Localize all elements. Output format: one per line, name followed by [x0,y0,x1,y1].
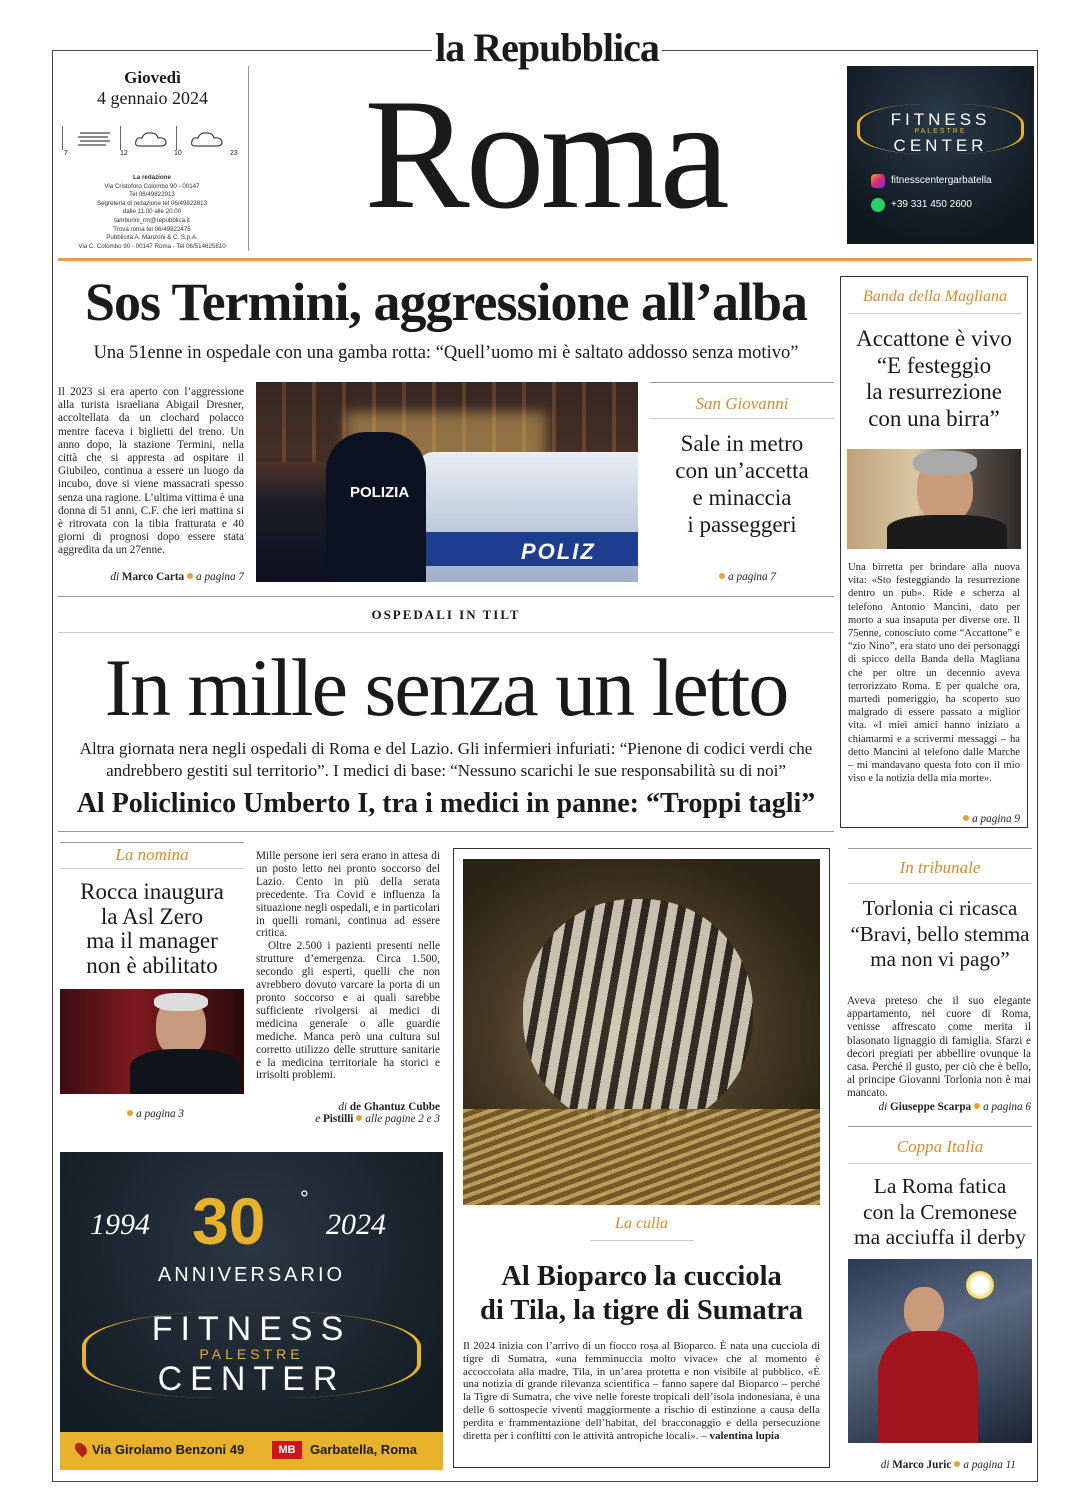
lead-subhead: Una 51enne in ospedale con una gamba rotta: “Quell’uomo mi è saltato addosso senza motivo” [93,343,799,363]
ospedali-page-ref: alle pagine 2 e 3 [365,1113,440,1125]
nomina-photo [60,989,244,1094]
ospedali-kicker: OSPEDALI IN TILT [371,607,521,622]
ospedali-subhead: Altra giornata nera negli ospedali di Roma e del Lazio. Gli infermieri infuriati: “Pienone di codici verdi che andrebbero gestiti sul territorio”. I medici di base: “Nessuno scarichi le sue responsabilità su di noi” [79,739,813,780]
photo-vest-text: POLIZIA [350,484,410,501]
bullet-icon [127,1110,133,1116]
coppa-byline: di Marco Juric a pagina 11 [880,1459,1016,1471]
redazione-line: Segreteria di redazione tel 06/49822813 [96,199,208,207]
culla-author: valentina lupia [709,1429,780,1442]
magliana-kicker: Banda della Magliana [863,288,1007,305]
weather-temp: 23 [230,150,238,157]
sangiovanni-kicker-rule [650,418,834,419]
masthead-rule-left [52,50,432,51]
coppa-author: Marco Juric [892,1459,952,1471]
headline-line: Rocca inaugura [80,879,224,904]
headline-line: di Tila, la tigre di Sumatra [479,1295,804,1326]
masthead-rule-right [662,50,1038,51]
tribunale-body: Aveva preteso che il suo elegante appartamento, nel cuore di Roma, venisse affrescato come merita il blasonato lignaggio di famiglia. Sfarzi e decori pregiati per abbellire ovunque la casa. Perché il gusto, per ciò che è bello, al principe Giovanni Torlonia non è mai mancato. [847,995,1031,1100]
headline-line: non è abilitato [86,952,218,978]
tribunale-rule [848,848,1032,849]
magliana-byline [848,813,1020,825]
ad-anniversary-row [60,1184,443,1260]
coppa-photo [848,1259,1032,1443]
photo-car-text: POLIZ [521,539,596,564]
byline-prefix: di [110,571,120,583]
ad-phone: +39 331 450 2600 [891,199,972,210]
coppa-page-ref: a pagina 11 [963,1459,1016,1471]
ad-brand-center: CENTER [893,136,988,155]
top-advertisement[interactable] [847,66,1034,244]
headline-line: Sale in metro [680,431,804,456]
photo-face [904,1287,944,1335]
headline-line: la resurrezione [865,379,1002,404]
ad-anniversary-number: 30 [192,1184,266,1258]
coppa-rule [848,1126,1032,1127]
ad-degree: ° [300,1186,309,1211]
ospedali-secondary: Al Policlinico Umberto I, tra i medici in panne: “Troppi tagli” [76,788,816,819]
lead-headline: Sos Termini, aggressione all’alba [84,272,808,332]
redazione-line: dalle 11.00 alle 20.00 [122,208,182,216]
ospedali-author: Pistilli [322,1113,354,1125]
bottom-advertisement[interactable] [60,1152,443,1470]
redazione-line: Tel 06/49822913 [129,191,175,199]
nomina-kicker: La nomina [115,845,189,864]
magliana-body: Una birretta per brindare alla nuova vita: «Sto festeggiando la resurrezione dentro un pub». Ride e scherza al telefono Antonio Mancini, dato per morto a sua insaputa per diverse ore. Il 75enne, conosciuto come “Accattone” e “zio Nino”, era stato uno dei personaggi di spicco della Banda della Magliana che per oltre un decennio aveva terrorizzato Roma. E per qualche ora, martedì pomeriggio, ha scoperto suo malgrado di essere passato a miglior vita. «I miei amici hanno iniziato a chiamarmi e a scrivermi messaggi – ha detto Mancini al telefono dalle Marche – mi mandavano questa foto con il mio viso e la notizia della mia morte». [848,562,1020,785]
ospedali-body [256,850,440,1082]
nomina-page-ref: a pagina 3 [136,1108,184,1120]
ad-instagram: fitnesscentergarbatella [891,175,992,186]
ad-brand-fitness: FITNESS [151,1310,352,1348]
ad-area: Garbatella, Roma [310,1442,417,1457]
photo-jacket [887,515,1007,549]
ad-address: Via Girolamo Benzoni 49 [92,1442,245,1457]
redazione-info [62,174,242,251]
culla-body-text: Il 2024 inizia con l’arrivo di un fiocco rosa al Bioparco. È nata una cucciola di tigre di Sumatra, «una femminuccia molto vivace» che al momento è accoccolata alla madre, Tila, in un’area protetta e non visibile al pubblico. «È una notizia di grande rilevanza scientifica – fanno sapere dal Bioparco – perché la Tigre di Sumatra, che vive nelle foreste tropicali dell’isola indonesiana, è una delle 6 sottospecie viventi maggiormente a rischio di estinzione a causa della perdita e frammentazione dell’habitat, del bracconaggio e della persecuzione diretta per i conflitti con le attività antropiche locali». [463,1340,820,1442]
date-day: Giovedì [124,68,181,87]
fog-icon [78,130,112,150]
headline-line: Torlonia ci ricasca [862,896,1018,920]
lead-photo [256,382,638,582]
redazione-line: tamburini_rm@repubblica.it [114,216,190,224]
lead-byline [58,571,244,583]
nomina-headline [56,880,248,978]
masthead-accent-rule [58,258,1032,261]
photo-hair [154,993,208,1011]
weather-divider [120,126,121,150]
ospedali-bottom-rule [58,831,834,832]
bullet-icon [974,1103,980,1109]
ad-year-start: 1994 [90,1208,150,1241]
edition-title: Roma [364,67,726,242]
redazione-line: Pubblicità A. Manzoni & C. S.p.A. [106,234,198,242]
headline-line: “Bravi, bello stemma [850,921,1030,946]
photo-straw [463,1109,820,1205]
weather-temp: 12 [120,150,128,157]
weather-divider [176,126,177,150]
tribunale-headline [843,896,1037,973]
ad-brand-center: CENTER [157,1360,346,1398]
page-border-left [52,50,53,1482]
nomina-kicker-rule [60,868,244,869]
ad-year-end: 2024 [326,1208,386,1241]
headline-line: Accattone è vivo [856,326,1012,351]
tribunale-byline: di Giuseppe Scarpa a pagina 6 [878,1101,1031,1113]
date-full: 4 gennaio 2024 [97,88,208,108]
date-box-divider [248,66,249,251]
headline-line: la Asl Zero [100,903,204,929]
coppa-kicker-rule [848,1163,1032,1164]
bullet-icon [954,1461,960,1467]
weather-temp: 7 [64,150,68,157]
tribunale-kicker-rule [848,883,1032,884]
redazione-line: Via C. Colombo 90 - 00147 Roma - Tel 06/514625810 [78,242,226,250]
newspaper-name: la Repubblica [435,25,659,70]
tribunale-kicker: In tribunale [899,858,981,877]
page-border-right [1037,50,1038,1482]
headline-line: Al Bioparco la cucciola [501,1261,782,1292]
headline-line: con una birra” [868,405,1000,431]
ad-brand-palestre: PALESTRE [199,1346,304,1362]
weather-divider [62,126,63,150]
weather-strip [62,122,242,160]
culla-kicker-rule [590,1240,694,1241]
sangiovanni-page-ref: a pagina 7 [728,571,776,583]
headline-line: “E festeggio [876,352,992,378]
photo-hair [913,451,977,475]
ospedali-headline: In mille senza un letto [104,642,788,733]
headline-line: La Roma fatica [873,1174,1007,1198]
sangiovanni-byline [650,571,776,583]
cloud-icon [134,130,168,152]
sangiovanni-rule [650,382,834,383]
culla-photo [463,859,820,1205]
ospedali-kicker-rule [58,632,834,633]
map-pin-icon [73,1441,90,1458]
ospedali-author: de Ghantuz Cubbe [349,1101,440,1113]
nomina-byline [60,1108,184,1120]
ad-anniversario: ANNIVERSARIO [157,1264,346,1286]
coppa-kicker: Coppa Italia [896,1137,984,1156]
magliana-kicker-rule [848,313,1022,314]
headline-line: e minaccia [692,485,792,510]
culla-body: Il 2024 inizia con l’arrivo di un fiocco rosa al Bioparco. È nata una cucciola di tigre di Sumatra, «una femminuccia molto vivace» che al momento è accoccolata alla madre, Tila, in un’area protetta e non visibile al pubblico. «È una notizia di grande rilevanza scientifica – fanno sapere dal Bioparco – perché la Tigre di Sumatra, che vive nelle foreste tropicali dell’isola indonesiana, è una delle 6 sottospecie viventi maggiormente a rischio di estinzione a causa della perdita e frammentazione dell’habitat, del bracconaggio e della persecuzione diretta per i conflitti con le attività antropiche locali». – valentina lupia [463,1340,820,1442]
headline-line: i passeggeri [687,512,797,537]
bullet-icon [187,573,193,579]
magliana-photo [847,449,1021,549]
nomina-rule [60,842,244,843]
ospedali-body-p1: Mille persone ieri sera erano in attesa di un posto letto nei pronto soccorso del Lazio. Cento in più della serata precedente. Tra Covid e influenza la situazione negli ospedali, e in particolari in quelli romani, continua ad essere critica. [256,850,440,940]
ad-address-bar [60,1432,443,1470]
sangiovanni-headline [650,430,834,538]
bullet-icon [719,573,725,579]
ospedali-body-p2: Oltre 2.500 i pazienti presenti nelle strutture d’emergenza. Circa 1.500, secondo gli esperti, quelli che non avrebbero dovuto varcare la porta di un pronto soccorso e ai quali sarebbe sufficiente rivolgersi ai medici di medicina generale o alle guardie mediche. Manca però una cultura sul corretto utilizzo delle strutture sanitarie e la medicina territoriale ha storici e irrisolti problemi. [256,940,440,1082]
cloud-icon [190,130,224,152]
culla-kicker: La culla [615,1215,668,1232]
headline-line: con la Cremonese [862,1199,1018,1224]
coppa-headline [843,1174,1037,1251]
redazione-line: Via Cristoforo Colombo 90 - 00147 [104,182,200,190]
headline-line: ma acciuffa il derby [853,1225,1027,1249]
tribunale-page-ref: a pagina 6 [983,1101,1031,1113]
lead-body: Il 2023 si era aperto con l’aggressione alla turista israeliana Abigail Dresner, accoltellata da un clochard polacco mentre faceva i biglietti del treno. Un anno dopo, la stazione Termini, nella città che si appresta ad ospitare il Giubileo, continua a essere un luogo da incubo, dove si viene massacrati spesso senza una ragione. L’ultima vittima è una donna di 51 anni, C.F. che ieri mattina si è ritrovata con la tibia fratturata e 40 giorni di prognosi dopo essere stata aggredita da un 27enne. [58,386,244,557]
whatsapp-icon [871,198,885,212]
headline-line: con un’accetta [675,458,809,483]
metro-icon: MB [272,1441,302,1459]
ospedali-top-rule [58,596,834,597]
headline-line: ma il manager [86,928,218,953]
photo-suit [130,1049,240,1094]
bullet-icon [963,815,969,821]
photo-ball [966,1271,994,1299]
tribunale-author: Giuseppe Scarpa [890,1101,972,1113]
photo-jersey [878,1331,978,1443]
ospedali-byline: di de Ghantuz Cubbe e Pistilli alle pagine 2 e 3 [315,1101,440,1125]
lead-author: Marco Carta [121,571,185,583]
culla-headline [458,1260,825,1328]
page-border-bottom [52,1481,1038,1482]
photo-tiger-cub [523,899,753,1129]
bullet-icon [356,1115,362,1121]
photo-officer [326,432,426,582]
redazione-line: Trova roma tel 06/49822475 [113,225,191,233]
redazione-line: La redazione [133,174,171,181]
lead-page-ref: a pagina 7 [196,571,244,583]
ad-brand-palestre: PALESTRE [914,128,967,135]
sangiovanni-kicker: San Giovanni [695,394,789,413]
weather-temp: 10 [174,150,182,157]
instagram-icon [871,174,885,188]
ad-brand-fitness: FITNESS [890,110,991,129]
headline-line: ma non vi pago” [870,947,1010,971]
magliana-page-ref: a pagina 9 [972,813,1020,825]
magliana-headline [844,326,1024,432]
